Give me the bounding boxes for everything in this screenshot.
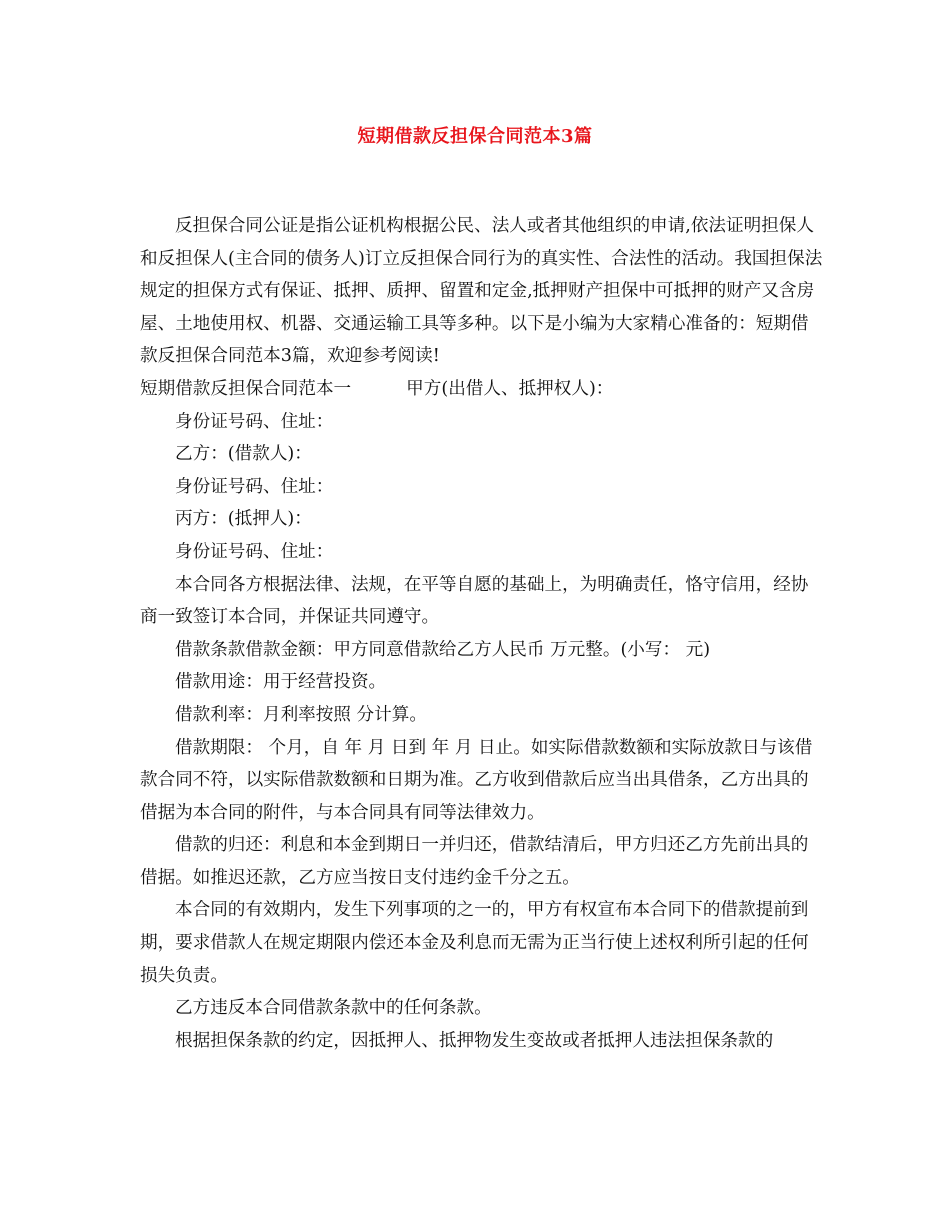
document-body <box>140 210 825 1057</box>
breach-line: 乙方违反本合同借款条款中的任何条款。 <box>175 998 492 1019</box>
section-heading-line <box>140 373 825 406</box>
loan-rate-line: 借款利率：月利率按照 分计算。 <box>175 704 427 725</box>
document-title: 短期借款反担保合同范本3篇 <box>357 126 593 147</box>
party-b-id-line: 身份证号码、住址： <box>175 476 334 497</box>
repayment-paragraph: 借款的归还：利息和本金到期日一并归还，借款结清后，甲方归还乙方先前出具的借据。如推迟还款，乙方应当按日支付违约金千分之五。 <box>140 835 809 888</box>
party-a-id-line: 身份证号码、住址： <box>175 411 334 432</box>
agreement-paragraph: 本合同各方根据法律、法规，在平等自愿的基础上，为明确责任，恪守信用，经协商一致签订本合同，并保证共同遵守。 <box>140 574 809 628</box>
acceleration-paragraph: 本合同的有效期内，发生下列事项的之一的，甲方有权宣布本合同下的借款提前到期，要求借款人在规定期限内偿还本金及利息而无需为正当行使上述权利所引起的任何损失负责。 <box>140 900 809 986</box>
intro-paragraph: 反担保合同公证是指公证机构根据公民、法人或者其他组织的申请,依法证明担保人和反担保人(主合同的债务人)订立反担保合同行为的真实性、合法性的活动。我国担保法规定的担保方式有保证、抵押、质押、留置和定金,抵押财产担保中可抵押的财产又含房屋、土地使用权、机器、交通运输工具等多种。以下是小编为大家精心准备的：短期借款反担保合同范本3篇，欢迎参考阅读! <box>140 216 823 367</box>
section-heading: 短期借款反担保合同范本一 <box>140 378 352 399</box>
party-b-line: 乙方：(借款人)： <box>175 444 312 465</box>
party-c-id-line: 身份证号码、住址： <box>175 541 334 562</box>
loan-term-paragraph: 借款期限： 个月，自 年 月 日到 年 月 日止。如实际借款数额和实际放款日与该借款合同不符，以实际借款数额和日期为准。乙方收到借款后应当出具借条，乙方出具的借据为本合同的附件，与本合同具有同等法律效力。 <box>140 737 813 823</box>
party-c-line: 丙方：(抵押人)： <box>175 509 312 530</box>
party-a-label: 甲方(出借人、抵押权人)： <box>406 378 614 399</box>
loan-purpose-line: 借款用途：用于经营投资。 <box>175 672 387 693</box>
guarantee-clause-line: 根据担保条款的约定，因抵押人、抵押物发生变故或者抵押人违法担保条款的 <box>175 1030 774 1051</box>
loan-amount-line: 借款条款借款金额：甲方同意借款给乙方人民币 万元整。(小写： 元) <box>175 639 711 660</box>
